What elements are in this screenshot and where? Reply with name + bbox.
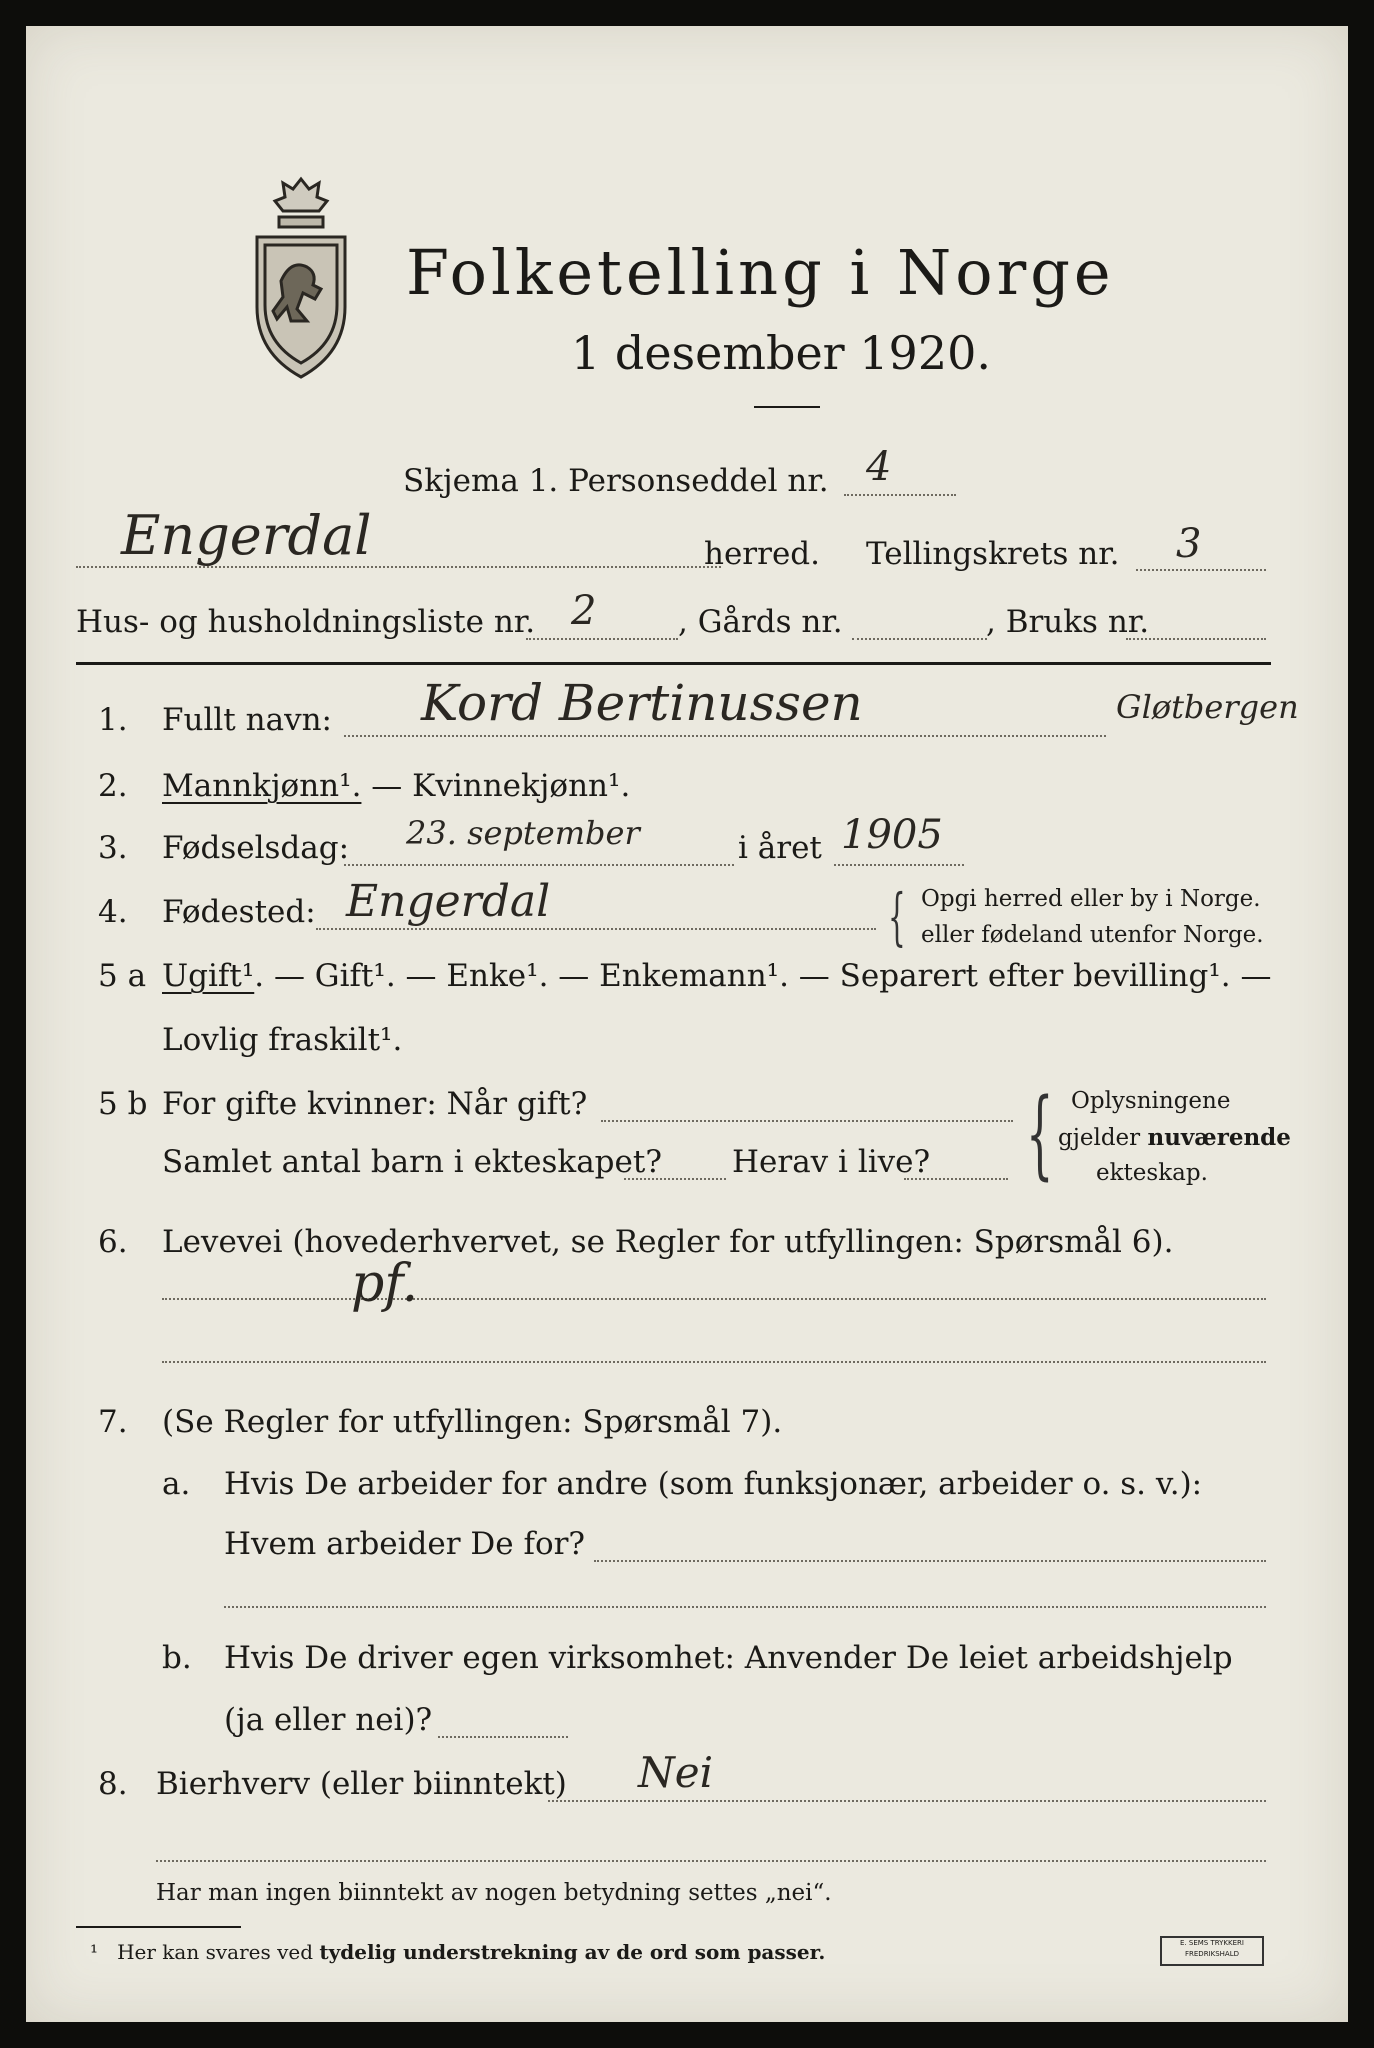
q7a-label: Hvis De arbeider for andre (som funksjonær, arbeider o. s. v.):: [224, 1466, 1203, 1502]
printer-stamp: [1160, 1936, 1264, 1966]
q7b-label-2: (ja eller nei)?: [224, 1702, 433, 1738]
q5a-ugift[interactable]: Ugift¹: [162, 958, 255, 994]
q3-day-line: [344, 864, 734, 866]
printer-line-1: E. SEMS TRYKKERI: [1180, 1939, 1244, 1947]
schema-label: Skjema 1. Personseddel nr.: [403, 463, 829, 499]
q5b-note-2a: gjelder: [1058, 1125, 1148, 1151]
q5b-label-3: Herav i live?: [732, 1144, 931, 1180]
q5a-line2[interactable]: Lovlig fraskilt¹.: [162, 1022, 403, 1058]
bruks-line: [1126, 638, 1266, 640]
q4-number: 4.: [98, 894, 128, 930]
q4-value[interactable]: Engerdal: [346, 876, 551, 927]
q3-number: 3.: [98, 830, 128, 866]
printer-line-2: FREDRIKSHALD: [1184, 1950, 1239, 1958]
q7a-label-2: Hvem arbeider De for?: [224, 1526, 586, 1562]
tellingskrets-line: [1136, 569, 1266, 571]
q5b-line-1: [601, 1120, 1013, 1122]
q5b-label-1: For gifte kvinner: Når gift?: [162, 1086, 588, 1122]
q4-note-2: eller fødeland utenfor Norge.: [921, 922, 1264, 948]
q5b-line-3: [904, 1178, 1008, 1180]
q8-number: 8.: [98, 1766, 128, 1802]
q1-label: Fullt navn:: [162, 702, 332, 738]
q2-male[interactable]: Mannkjønn¹.: [162, 768, 362, 804]
bruks-label: , Bruks nr.: [986, 604, 1150, 640]
q8-line-2: [156, 1860, 1266, 1862]
q2-separator: —: [361, 768, 413, 804]
q5b-line-2: [624, 1178, 726, 1180]
q4-brace: {: [888, 880, 906, 953]
footnote-text-a: Her kan svares ved: [117, 1940, 320, 1964]
q5b-label-2: Samlet antal barn i ekteskapet?: [162, 1144, 662, 1180]
census-form: [26, 26, 1348, 2022]
header-divider: [76, 662, 1271, 665]
q5b-note-2: [1058, 1124, 1291, 1151]
q2-female[interactable]: Kvinnekjønn¹.: [412, 768, 631, 804]
q6-line-2: [162, 1361, 1266, 1363]
q5b-number: 5 b: [98, 1086, 148, 1122]
footnote-mark: ¹: [90, 1940, 99, 1964]
q8-value[interactable]: Nei: [638, 1748, 714, 1797]
q7a-number: a.: [162, 1466, 191, 1502]
form-title: Folketelling i Norge: [406, 236, 1115, 309]
herred-value[interactable]: Engerdal: [121, 504, 372, 567]
q5b-note-1: Oplysningene: [1071, 1088, 1231, 1114]
q5b-note-2b: nuværende: [1147, 1124, 1291, 1151]
q5b-note-3: ekteskap.: [1096, 1160, 1208, 1186]
household-line: [526, 638, 678, 640]
q7-label: (Se Regler for utfyllingen: Spørsmål 7).: [162, 1404, 783, 1440]
q2-options: [162, 768, 630, 804]
q6-line-1: [162, 1298, 1266, 1300]
q6-number: 6.: [98, 1224, 128, 1260]
footnote-text-b: tydelig understrekning av de ord som passer.: [319, 1940, 826, 1964]
household-label: Hus- og husholdningsliste nr.: [76, 604, 536, 640]
biinntekt-note: Har man ingen biinntekt av nogen betydning settes „nei“.: [156, 1880, 832, 1906]
q2-number: 2.: [98, 768, 128, 804]
q1-extra[interactable]: Gløtbergen: [1116, 688, 1299, 726]
q5a-rest[interactable]: . — Gift¹. — Enke¹. — Enkemann¹. — Separert efter bevilling¹. —: [254, 958, 1272, 994]
q1-value[interactable]: Kord Bertinussen: [421, 674, 863, 732]
q8-line-1: [548, 1800, 1266, 1802]
title-divider: [754, 406, 820, 408]
q3-day[interactable]: 23. september: [406, 814, 640, 852]
q6-label: Levevei (hovederhvervet, se Regler for utfyllingen: Spørsmål 6).: [162, 1224, 1174, 1260]
gards-line: [852, 638, 987, 640]
form-date: 1 desember 1920.: [571, 326, 991, 380]
footnote-divider: [76, 1926, 241, 1928]
schema-value-line: [844, 494, 956, 496]
q3-year[interactable]: 1905: [841, 812, 943, 858]
q5a-options: [162, 958, 1271, 994]
q7b-label: Hvis De driver egen virksomhet: Anvender De leiet arbeidshjelp: [224, 1640, 1233, 1676]
q6-value[interactable]: pf.: [351, 1254, 419, 1314]
q3-year-label: i året: [738, 830, 822, 866]
q5a-number: 5 a: [98, 958, 147, 994]
q7a-line-1: [594, 1560, 1266, 1562]
q7b-number: b.: [162, 1640, 192, 1676]
q4-note-1: Opgi herred eller by i Norge.: [921, 886, 1261, 912]
q4-line: [316, 928, 876, 930]
herred-label: herred.: [704, 536, 820, 572]
footnote: [90, 1940, 825, 1964]
q3-year-line: [834, 864, 964, 866]
q7b-line: [438, 1736, 568, 1738]
coat-of-arms-icon: [241, 171, 361, 391]
q7-number: 7.: [98, 1404, 128, 1440]
tellingskrets-label: Tellingskrets nr.: [866, 536, 1120, 572]
q7a-line-2: [224, 1606, 1266, 1608]
q1-line: [344, 735, 1106, 737]
schema-value[interactable]: 4: [866, 444, 892, 490]
tellingskrets-value[interactable]: 3: [1176, 521, 1202, 567]
q8-label: Bierhverv (eller biinntekt): [156, 1766, 567, 1802]
q3-label: Fødselsdag:: [162, 830, 350, 866]
household-value[interactable]: 2: [571, 588, 597, 634]
q5b-brace: {: [1026, 1078, 1054, 1190]
gards-label: , Gårds nr.: [678, 604, 843, 640]
q4-label: Fødested:: [162, 894, 316, 930]
q1-number: 1.: [98, 702, 128, 738]
